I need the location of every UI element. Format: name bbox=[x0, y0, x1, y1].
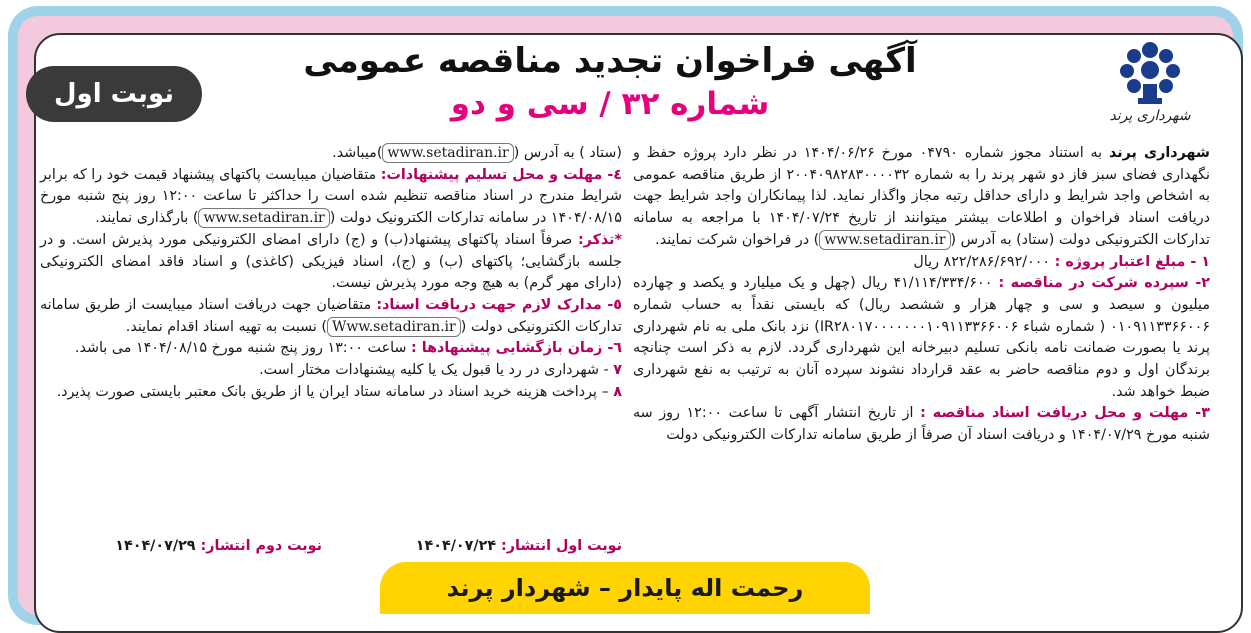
item-2 bbox=[633, 273, 1210, 403]
item-5-end: ) نسبت به تهیه اسناد اقدام نمایند. bbox=[125, 318, 327, 335]
intro-paragraph bbox=[633, 143, 1210, 252]
item-4-text: متقاضیان میبایست پاکتهای پیشنهاد قیمت خود را که برابر شرایط مندرج در اسناد مناقصه تنظیم شده است را حداکثر تا ساعت ۱۲:۰۰ روز پنج شنبه مورخ ۱۴۰۴/۰۸/۱۵ در سامانه تدارکات الکترونیک دولت ( bbox=[40, 166, 622, 227]
tender-number: شماره ۳۲ / سی و دو bbox=[450, 86, 770, 122]
item-4-end: ) بارگذاری نمایند. bbox=[95, 210, 199, 227]
item-6-heading: ٦- زمان بازگشایی پیشنهادها : bbox=[411, 340, 622, 357]
setadiran-link[interactable]: www.setadiran.ir bbox=[198, 208, 329, 228]
continuation-end: )میباشد. bbox=[332, 145, 383, 161]
first-publication-date: ۱۴۰۴/۰۷/۲۴ bbox=[415, 538, 502, 554]
item-2-text: ۴۱/۱۱۴/۳۳۴/۶۰۰ ریال (چهل و یک میلیارد و یکصد و چهارده میلیون و سیصد و سی و چهار هزار و ششصد ریال) که بایستی نقداً به حساب شماره ۰۱۰۹۱۱۳۳۶۶۰۰۶ ( شماره شباء IR۲۸۰۱۷۰۰۰۰۰۰۰۱۰۹۱۱۳۳۶۶۰۰۶) نزد بانک ملی به نام شهرداری پرند یا بصورت ضمانت نامه بانکی تسلیم دبیرخانه این شهرداری گردد. لازم به ذکر است چنانچه برندگان اول و دوم مناقصه حاضر به عقد قرارداد نشوند سپرده آنان به ترتیب به نفع شهرداری ضبط خواهد شد. bbox=[633, 275, 1210, 400]
first-publication-label: نوبت اول انتشار: bbox=[501, 538, 622, 554]
item-6-text: ساعت ۱۳:۰۰ روز پنج شنبه مورخ ۱۴۰۴/۰۸/۱۵ می باشد. bbox=[74, 340, 411, 357]
second-publication-date: ۱۴۰۴/۰۷/۲۹ bbox=[115, 538, 201, 554]
item-3-heading: ۳- مهلت و محل دریافت اسناد مناقصه : bbox=[920, 405, 1210, 422]
item-4 bbox=[40, 165, 622, 230]
note-text: صرفاً اسناد پاکتهای پیشنهاد(ب) و (ج) دارای امضای الکترونیکی مورد پذیرش است. و در جلسه بازگشایی؛ پاکتهای (ب) و (ج)، اسناد فیزیکی (کاغذی) و اسناد فاقد امضای الکترونیکی (دارای مهر گرم) به هیچ وجه مورد پذیرش نیست. bbox=[40, 231, 622, 292]
note-heading: *تذکر: bbox=[577, 231, 622, 248]
continuation-text: (ستاد ) به آدرس ( bbox=[513, 145, 622, 161]
round-badge: نوبت اول bbox=[26, 66, 202, 122]
setadiran-link[interactable]: www.setadiran.ir bbox=[819, 230, 950, 250]
second-publication-label: نوبت دوم انتشار: bbox=[200, 538, 322, 554]
left-column bbox=[40, 143, 622, 403]
item-8-heading: ۸ bbox=[613, 383, 622, 400]
second-publication bbox=[115, 535, 322, 557]
first-publication bbox=[416, 535, 622, 557]
municipality-name: شهرداری پرند bbox=[1108, 145, 1210, 161]
item-1 bbox=[633, 252, 1210, 274]
item-8-text: – پرداخت هزینه خرید اسناد در سامانه ستاد ایران یا از طریق بانک معتبر بایستی صورت پذیرد. bbox=[56, 383, 614, 400]
item-3 bbox=[633, 403, 1210, 446]
item-2-heading: ۲- سپرده شرکت در مناقصه : bbox=[998, 275, 1210, 292]
item-1-text: ۸۲۲/۲۸۶/۶۹۲/۰۰۰ ریال bbox=[913, 253, 1055, 270]
item-3-text: از تاریخ انتشار آگهی تا ساعت ۱۲:۰۰ روز سه شنبه مورخ ۱۴۰۴/۰۷/۲۹ و دریافت اسناد آن صرفاً از طریق سامانه تدارکات الکترونیکی دولت bbox=[633, 405, 1210, 444]
logo-caption: شهرداری پرند bbox=[1109, 108, 1191, 124]
page-title: آگهی فراخوان تجدید مناقصه عمومی bbox=[303, 41, 917, 81]
note bbox=[40, 230, 622, 295]
item-5-text: متقاضیان جهت دریافت اسناد میبایست از طریق سامانه تدارکات الکترونیکی دولت ( bbox=[40, 296, 622, 335]
continuation bbox=[40, 143, 622, 165]
intro-end: ) در فراخوان شرکت نمایند. bbox=[655, 231, 820, 248]
item-4-heading: ٤- مهلت و محل تسلیم پیشنهادات: bbox=[380, 166, 622, 183]
item-5-heading: ٥- مدارک لازم جهت دریافت اسناد: bbox=[376, 296, 623, 313]
intro-text: به استناد مجوز شماره ۰۴۷۹۰ مورخ ۱۴۰۴/۰۶/۲۶ در نظر دارد پروژه حفظ و نگهداری فضای سبز فاز دو شهر پرند را به شماره ۲۰۰۴۰۹۸۲۸۳۰۰۰۰۳۲ از طریق مناقصه عمومی به اشخاص واجد شرایط و دارای حداقل رتبه مجاز واگذار نماید. لذا پیمانکاران واجد شرایط جهت دریافت اسناد فراخوان و اطلاعات بیشتر میتوانند از تاریخ ۱۴۰۴/۰۷/۲۴ با مراجعه به سامانه تدارکات الکترونیکی دولت (ستاد) به آدرس ( bbox=[633, 145, 1210, 248]
item-5 bbox=[40, 295, 622, 338]
item-6 bbox=[40, 338, 622, 360]
setadiran-link[interactable]: www.setadiran.ir bbox=[382, 143, 513, 163]
item-7-text: - شهرداری در رد یا قبول یک یا کلیه پیشنهادات مختار است. bbox=[259, 362, 614, 379]
setadiran-link[interactable]: Www.setadiran.ir bbox=[327, 317, 461, 337]
municipality-logo-icon bbox=[1110, 38, 1190, 108]
item-7-heading: ۷ bbox=[613, 362, 622, 379]
item-1-heading: ۱ - مبلغ اعتبار پروژه : bbox=[1054, 253, 1210, 270]
right-column bbox=[633, 143, 1210, 447]
item-8 bbox=[40, 382, 622, 404]
item-7 bbox=[40, 360, 622, 382]
signature-banner: رحمت اله پایدار – شهردار پرند bbox=[380, 562, 870, 614]
